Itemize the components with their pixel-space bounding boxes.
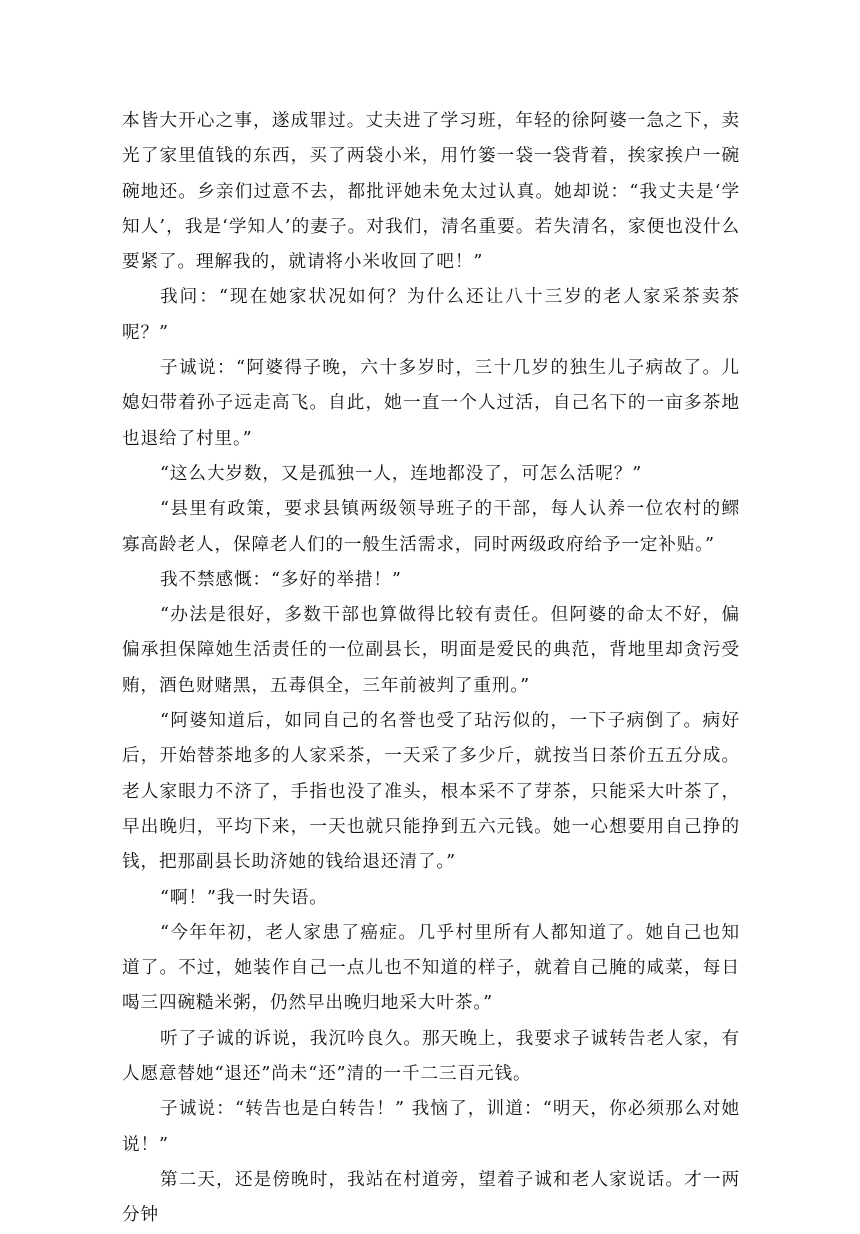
paragraph-9: “啊！”我一时失语。	[160, 887, 328, 908]
paragraph-8: “阿婆知道后，如同自己的名誉也受了玷污似的，一下子病倒了。病好后，开始替茶地多的人家采茶，一天采了多少斤，就按当日茶价五五分成。老人家眼力不济了，手指也没了准头，根本采不了芽茶，只能采大叶茶了，早出晚归，平均下来，一天也就只能挣到五六元钱。她一心想要用自己挣的钱，把那副县长助济她的钱给退还清了。”	[122, 711, 740, 873]
document-page	[122, 104, 740, 1234]
paragraph-6: 我不禁感慨：“多好的举措！”	[160, 569, 402, 590]
paragraph-11: 听了子诚的诉说，我沉吟良久。那天晚上，我要求子诚转告老人家，有人愿意替她“退还”尚未“还”清的一千二三百元钱。	[122, 1028, 740, 1085]
paragraph-13: 第二天，还是傍晚时，我站在村道旁，望着子诚和老人家说话。才一两分钟	[122, 1169, 740, 1226]
paragraph-3: 子诚说：“阿婆得子晚，六十多岁时，三十几岁的独生儿子病故了。儿媳妇带着孙子远走高飞。自此，她一直一个人过活，自己名下的一亩多茶地也退给了村里。”	[122, 358, 740, 449]
paragraph-5: “县里有政策，要求县镇两级领导班子的干部，每人认养一位农村的鳏寡高龄老人，保障老人们的一般生活需求，同时两级政府给予一定补贴。”	[122, 499, 740, 555]
paragraph-7: “办法是很好，多数干部也算做得比较有责任。但阿婆的命太不好，偏偏承担保障她生活责任的一位副县长，明面是爱民的典范，背地里却贪污受贿，酒色财赌黑，五毒俱全，三年前被判了重刑。”	[122, 605, 740, 696]
paragraph-1: 本皆大开心之事，遂成罪过。丈夫进了学习班，年轻的徐阿婆一急之下，卖光了家里值钱的东西，买了两袋小米，用竹篓一袋一袋背着，挨家挨户一碗碗地还。乡亲们过意不去，都批评她未免太过认真。她却说：“我丈夫是‘学知人’，我是‘学知人’的妻子。对我们，清名重要。若失清名，家便也没什么要紧了。理解我的，就请将小米收回了吧！”	[122, 111, 740, 273]
paragraph-12: 子诚说：“转告也是白转告！” 我恼了，训道：“明天，你必须那么对她说！”	[122, 1099, 740, 1155]
paragraph-4: “这么大岁数，又是孤独一人，连地都没了，可怎么活呢？”	[160, 463, 643, 484]
paragraph-10: “今年年初，老人家患了癌症。几乎村里所有人都知道了。她自己也知道了。不过，她装作自己一点儿也不知道的样子，就着自己腌的咸菜，每日喝三四碗糙米粥，仍然早出晚归地采大叶茶。”	[122, 922, 740, 1014]
paragraph-2: 我问：“现在她家状况如何？为什么还让八十三岁的老人家采茶卖茶呢？”	[122, 287, 740, 343]
